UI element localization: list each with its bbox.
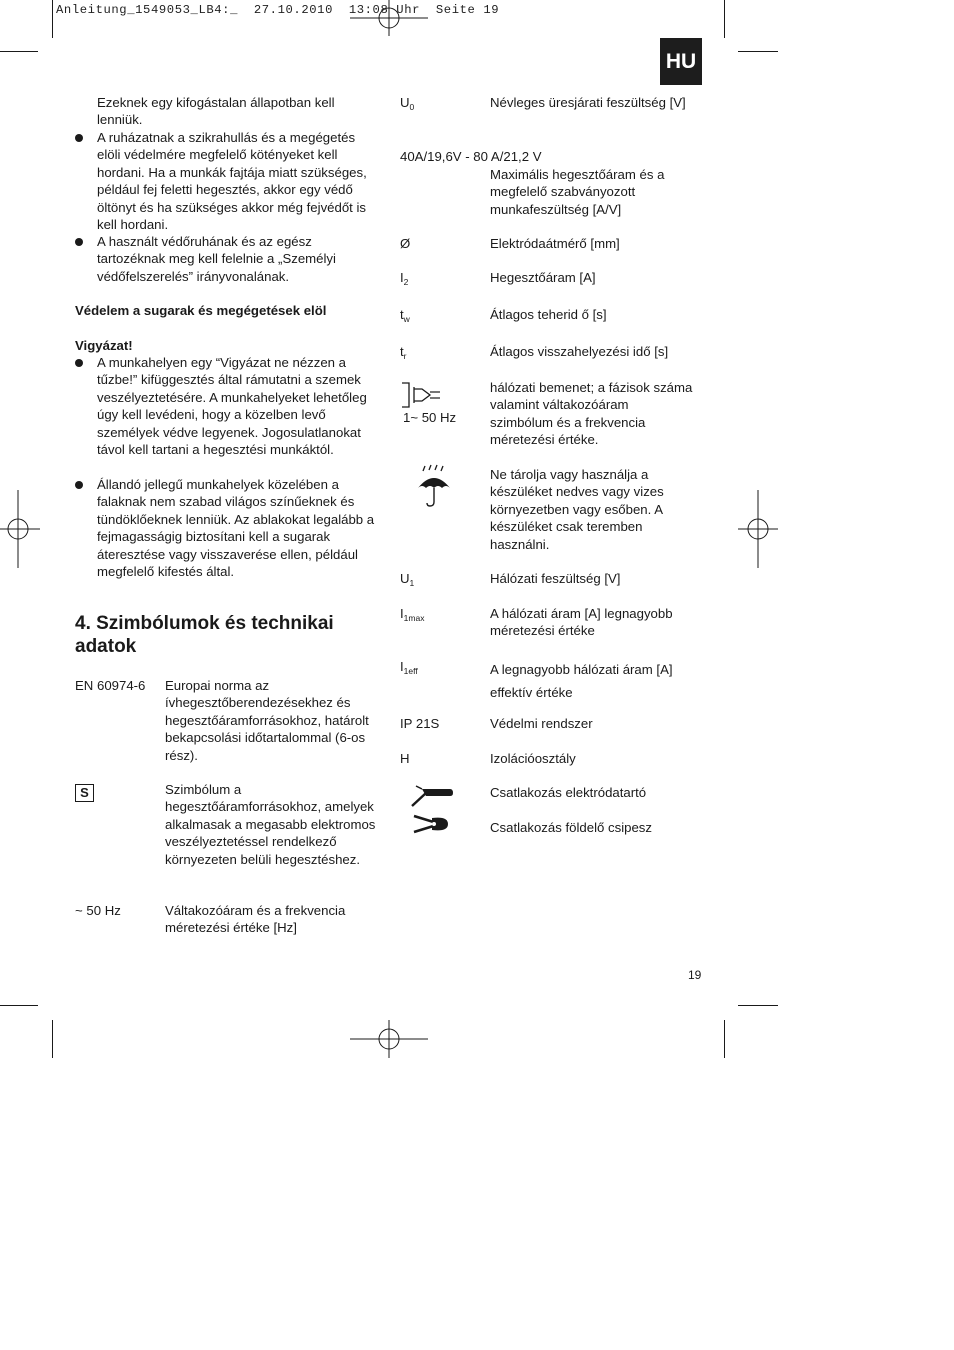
crop-mark — [52, 0, 53, 38]
mains-label: 1~ 50 Hz — [403, 410, 457, 425]
tr-description: Átlagos visszahelyezési idő [s] — [490, 344, 669, 359]
mains-plug-icon — [400, 381, 444, 409]
bullet-dot — [75, 134, 83, 142]
i2-description: Hegesztőáram [A] — [490, 270, 596, 285]
ip-description: Védelmi rendszer — [490, 716, 593, 731]
crop-mark — [52, 1020, 53, 1058]
current-range-description: Maximális hegesztőáram és a megfelelő szabványozott munkafeszültség [A/V] — [490, 167, 665, 217]
print-header — [56, 3, 499, 17]
bullet-dot — [75, 359, 83, 367]
bullet-text: A használt védőruhának és az egész tartozéknak meg kell felelnie a „Személyi védőfelszerelés” irányvonalának. — [97, 234, 336, 284]
header-file: Anleitung_1549053_LB4:_ — [56, 3, 239, 17]
header-date: 27.10.2010 — [253, 3, 333, 17]
symbol-h: H — [400, 751, 410, 766]
crop-mark — [0, 1005, 38, 1006]
s-symbol-box: S — [75, 784, 94, 802]
intro-paragraph: Ezeknek egy kifogástalan állapotban kell lenniük. — [97, 95, 335, 128]
chapter-title: 4. Szimbólumok és technikai adatok — [75, 613, 334, 657]
symbol-diameter: Ø — [400, 236, 411, 251]
bullet-dot — [75, 238, 83, 246]
i1max-description: A hálózati áram [A] legnagyobb méretezési értéke — [490, 606, 673, 639]
symbol-tw: $t_w$ — [400, 307, 410, 324]
electrode-holder-description: Csatlakozás elektródatartó — [490, 785, 647, 800]
h-description: Izolációosztály — [490, 751, 576, 766]
diameter-description: Elektródaátmérő [mm] — [490, 236, 620, 251]
u1-description: Hálózati feszültség [V] — [490, 571, 621, 586]
bullet-text: A munkahelyen egy “Vigyázat ne nézzen a tűzbe!” kifüggesztés által rámutatni a szemek veszélyeztetésére. A munkahelyeket lehetőleg úgy kell levédeni, hogy a közelben levő személyek védve legyenek. Jogosulatlanokat távol kell tartani a hegesztési munkáktól. — [97, 355, 367, 458]
registration-mark-left — [0, 490, 40, 568]
symbol-ip: IP 21S — [400, 716, 440, 731]
bullet-text: Állandó jellegű munkahelyek közelében a falaknak nem szabad világos színűeknek és tündöklőeknek lenniük. Az ablakokat legalább a fejmagasságig biztosítani kell a sugarak áteresztése vagy visszaverése ellen, például megfelelő kifestés által. — [97, 477, 375, 580]
crop-mark — [738, 51, 778, 52]
registration-mark-bottom — [350, 1020, 428, 1058]
electrode-holder-icon — [406, 784, 454, 810]
rain-umbrella-icon — [416, 464, 452, 508]
norm-description: Europai norma az ívhegesztőberendezésekhez és hegesztőáramforrásokhoz, határolt bekapcsolási időtartalommal (6-os rész). — [165, 678, 369, 763]
s-symbol-description: Szimbólum a hegesztőáramforrásokhoz, amelyek alkalmasak a megasabb elektromos veszélyeztetéssel rendelkező környezeten belüli hegesztéshez. — [165, 782, 376, 867]
crop-mark — [724, 0, 725, 38]
symbol-u0: $U_0$ — [400, 95, 415, 112]
frequency-description: Váltakozóáram és a frekvencia méretezési értéke [Hz] — [165, 903, 346, 936]
crop-mark — [724, 1020, 725, 1058]
header-page-label: Seite 19 — [435, 3, 500, 17]
header-time: 13:08 Uhr — [348, 3, 421, 17]
rain-description: Ne tárolja vagy használja a készüléket nedves vagy vizes környezetben vagy esőben. A készüléket csak teremben használni. — [490, 467, 664, 552]
ground-clamp-description: Csatlakozás földelő csipesz — [490, 820, 652, 835]
language-badge: HU — [660, 38, 702, 85]
tw-description: Átlagos teherid ő [s] — [490, 307, 607, 322]
symbol-i1eff: $I_{1eff}$ — [400, 659, 418, 676]
registration-mark-right — [738, 490, 778, 568]
symbol-i1max: $I_{1max}$ — [400, 606, 425, 623]
section-heading: Védelem a sugarak és megégetések elöl — [75, 303, 327, 318]
bullet-text: A ruházatnak a szikrahullás és a megégetés elöli védelmére megfelelő kötényeket kell hordani. Ha a munkák fajtája miatt szükséges, például fej feletti hegesztés, akkor egy védő öltönyt és ha szükséges akkor még fejvédőt is kell hordani. — [97, 130, 367, 233]
symbol-i2: $I_2$ — [400, 270, 409, 287]
symbol-u1: $U_1$ — [400, 571, 415, 588]
crop-mark — [0, 51, 38, 52]
norm-label: EN 60974-6 — [75, 678, 146, 693]
bullet-dot — [75, 481, 83, 489]
crop-mark — [738, 1005, 778, 1006]
caution-label: Vigyázat! — [75, 338, 133, 353]
frequency-label: ~ 50 Hz — [75, 903, 121, 918]
u0-description: Névleges üresjárati feszültség [V] — [490, 95, 686, 110]
symbol-tr: $t_r$ — [400, 344, 407, 361]
i1eff-description: A legnagyobb hálózati áram [A] effektív értéke — [490, 662, 673, 700]
ground-clamp-icon — [410, 810, 450, 838]
page-number: 19 — [688, 968, 702, 982]
current-range-label: 40A/19,6V - 80 A/21,2 V — [400, 149, 542, 164]
mains-description: hálózati bemenet; a fázisok száma valamint váltakozóáram szimbólum és a frekvencia méretezési értéke. — [490, 380, 693, 448]
